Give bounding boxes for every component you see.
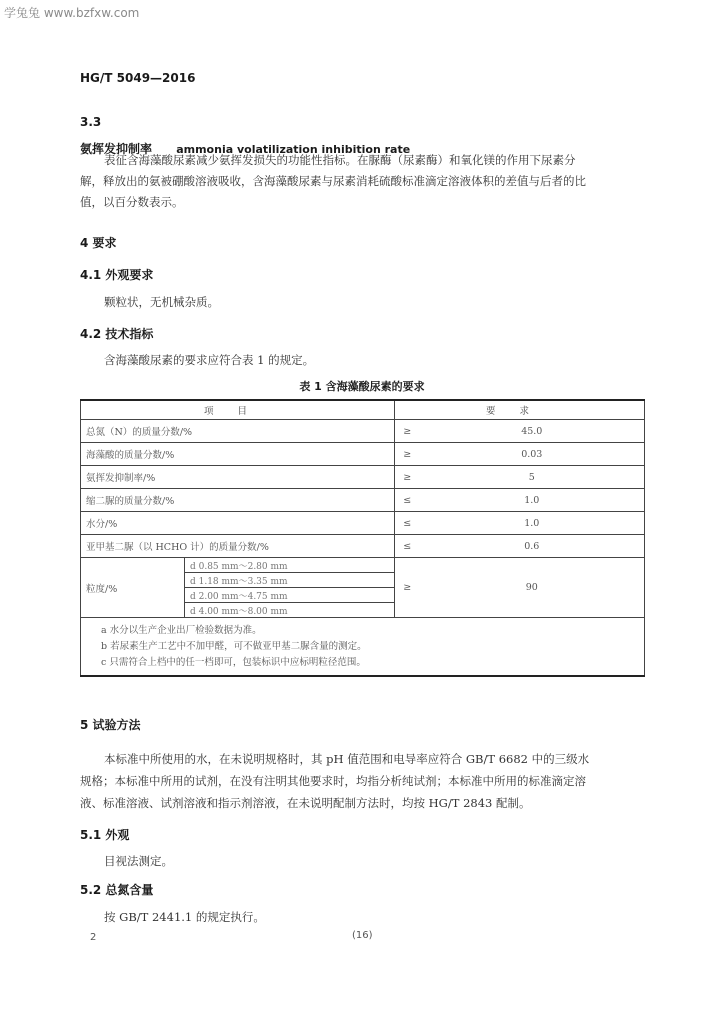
row-item: 亚甲基二脲（以 HCHO 计）的质量分数/% <box>81 535 395 558</box>
standard-code: HG/T 5049—2016 <box>80 71 196 85</box>
granularity-symbol: ≥ <box>395 558 420 618</box>
requirements-table <box>80 399 645 677</box>
row-item: 水分/% <box>81 512 395 535</box>
table-row <box>81 535 645 558</box>
row-value: 5 <box>420 466 645 489</box>
section-4-title: 4 要求 <box>80 236 117 250</box>
row-symbol: ≤ <box>395 489 420 512</box>
row-value: 45.0 <box>420 420 645 443</box>
granularity-value: 90 <box>420 558 645 618</box>
row-symbol: ≥ <box>395 466 420 489</box>
table-row <box>81 466 645 489</box>
table-note: a 水分以生产企业出厂检验数据为准。 <box>101 625 262 636</box>
table-row <box>81 512 645 535</box>
section-3-3-number: 3.3 <box>80 115 102 129</box>
section-4-2-text: 含海藻酸尿素的要求应符合表 1 的规定。 <box>104 353 315 367</box>
table-row <box>81 489 645 512</box>
section-4-1-text: 颗粒状，无机械杂质。 <box>104 295 219 309</box>
row-item: 缩二脲的质量分数/% <box>81 489 395 512</box>
definition-line-1: 表征含海藻酸尿素减少氨挥发损失的功能性指标。在脲酶（尿素酶）和氧化镁的作用下尿素分 <box>104 153 576 167</box>
section-5-2-text: 按 GB/T 2441.1 的规定执行。 <box>104 910 265 924</box>
table-row <box>81 443 645 466</box>
row-symbol: ≥ <box>395 443 420 466</box>
row-item: 总氮（N）的质量分数/% <box>81 420 395 443</box>
term-en: ammonia volatilization inhibition rate <box>176 143 411 156</box>
section-5-para-line-2: 规格；本标准中所用的试剂，在没有注明其他要求时，均指分析纯试剂；本标准中所用的标准滴定溶 <box>80 774 586 788</box>
table-note: b 若尿素生产工艺中不加甲醛，可不做亚甲基二脲含量的测定。 <box>101 641 367 652</box>
row-value: 1.0 <box>420 489 645 512</box>
row-value: 0.6 <box>420 535 645 558</box>
section-5-1-text: 目视法测定。 <box>104 854 173 868</box>
definition-line-2: 解，释放出的氨被硼酸溶液吸收，含海藻酸尿素与尿素消耗硫酸标准滴定溶液体积的差值与后者的比 <box>80 174 586 188</box>
footer-center-mark: (16) <box>352 930 373 941</box>
table-row <box>81 420 645 443</box>
row-item: 氨挥发抑制率/% <box>81 466 395 489</box>
page-number: 2 <box>90 932 97 943</box>
table-note: c 只需符合上档中的任一档即可，包装标识中应标明粒径范围。 <box>101 657 366 668</box>
term-cn: 氨挥发抑制率 <box>80 142 153 156</box>
section-5-1-title: 5.1 外观 <box>80 828 130 842</box>
row-symbol: ≥ <box>395 420 420 443</box>
header-requirement: 要求 <box>395 400 645 420</box>
granularity-size: d 2.00 mm～4.75 mm <box>185 588 395 603</box>
section-5-para-line-3: 液、标准溶液、试剂溶液和指示剂溶液，在未说明配制方法时，均按 HG/T 2843 配制。 <box>80 796 531 810</box>
row-value: 0.03 <box>420 443 645 466</box>
table-notes <box>81 618 645 677</box>
table-notes-row <box>81 618 645 677</box>
granularity-label: 粒度/% <box>81 558 185 618</box>
granularity-row <box>81 558 645 573</box>
header-item: 项目 <box>81 400 395 420</box>
section-5-2-title: 5.2 总氮含量 <box>80 883 154 897</box>
watermark: 学兔兔 www.bzfxw.com <box>4 6 140 20</box>
section-5-title: 5 试验方法 <box>80 718 141 732</box>
definition-line-3: 值，以百分数表示。 <box>80 195 184 209</box>
row-item: 海藻酸的质量分数/% <box>81 443 395 466</box>
granularity-size: d 0.85 mm～2.80 mm <box>185 558 395 573</box>
section-4-2-title: 4.2 技术指标 <box>80 327 154 341</box>
table-caption: 表 1 含海藻酸尿素的要求 <box>299 380 425 393</box>
table-header-row <box>81 400 645 420</box>
granularity-size: d 4.00 mm～8.00 mm <box>185 603 395 618</box>
row-symbol: ≤ <box>395 535 420 558</box>
section-4-1-title: 4.1 外观要求 <box>80 268 154 282</box>
section-5-para-line-1: 本标准中所使用的水，在未说明规格时，其 pH 值范围和电导率应符合 GB/T 6682 中的三级水 <box>104 752 590 766</box>
row-value: 1.0 <box>420 512 645 535</box>
row-symbol: ≤ <box>395 512 420 535</box>
granularity-size: d 1.18 mm～3.35 mm <box>185 573 395 588</box>
